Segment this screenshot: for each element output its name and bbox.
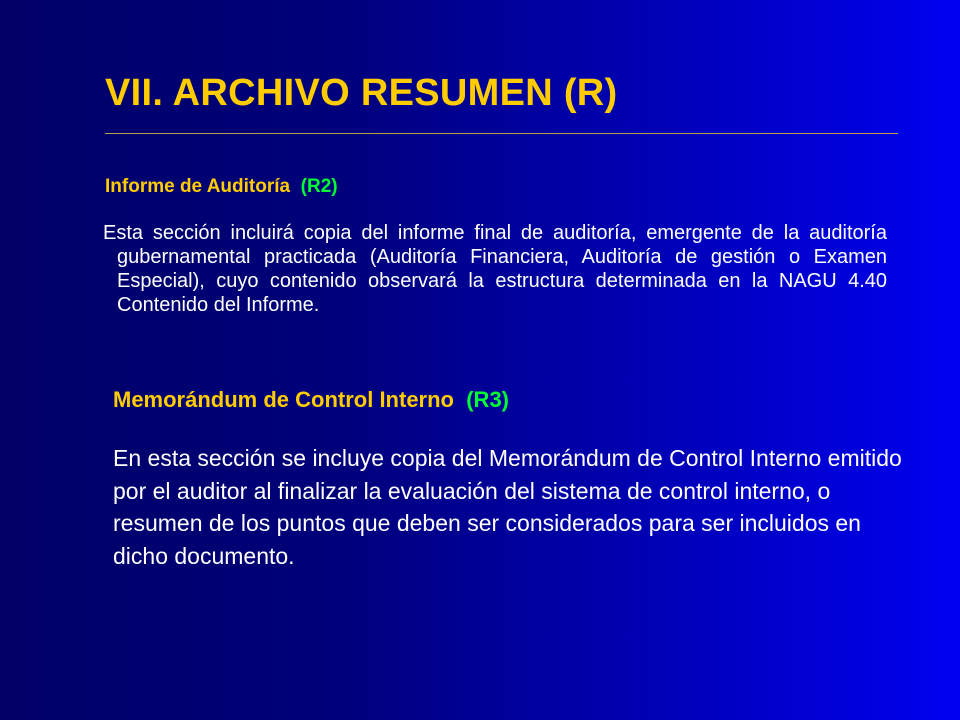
title-divider — [105, 133, 898, 134]
section-heading-informe-auditoria — [105, 176, 338, 198]
section-heading-text: Informe de Auditoría — [105, 176, 291, 197]
slide-title: VII. ARCHIVO RESUMEN (R) — [105, 72, 618, 114]
section-code: (R2) — [300, 176, 338, 197]
section-code: (R3) — [466, 387, 510, 412]
section-heading-memorandum-control-interno — [113, 387, 509, 413]
section-heading-text: Memorándum de Control Interno — [113, 387, 454, 412]
section-body-memorandum-control-interno: En esta sección se incluye copia del Memorándum de Control Interno emitido por el auditor al finalizar la evaluación del sistema de control interno, o resumen de los puntos que deben ser considerados para ser incluidos en dicho documento. — [113, 445, 902, 569]
section-body-informe-auditoria: Esta sección incluirá copia del informe final de auditoría, emergente de la auditoría gubernamental practicada (Auditoría Financiera, Auditoría de gestión o Examen Especial), cuyo contenido observará la estructura determinada en la NAGU 4.40 Contenido del Informe. — [103, 222, 887, 316]
